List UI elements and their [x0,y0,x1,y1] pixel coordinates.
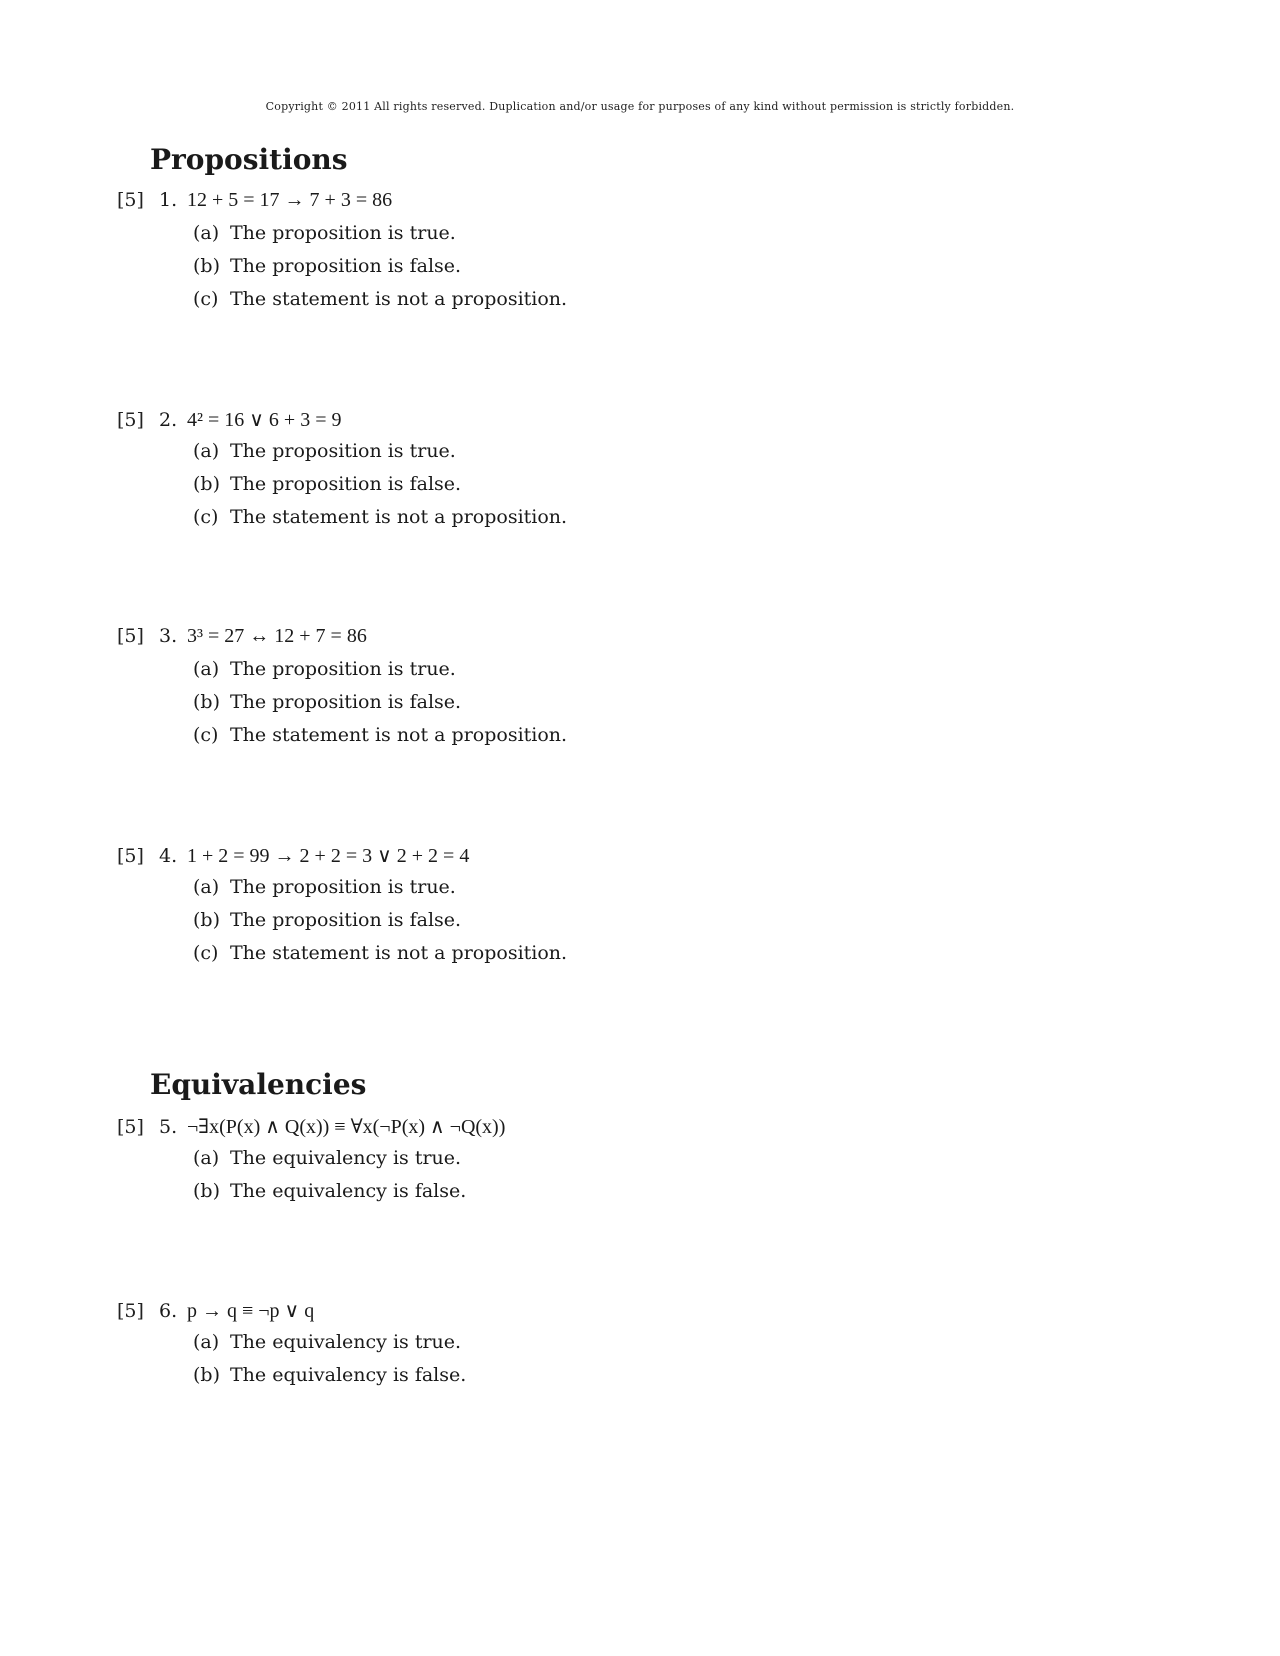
question-number: 6. [159,1300,178,1322]
option-c[interactable] [117,506,817,539]
option-letter: (a) [193,1147,220,1169]
question-line [117,189,817,222]
question-expression: p → q ≡ ¬p ∨ q [187,1300,315,1322]
option-text: The equivalency is true. [230,1331,462,1353]
option-text: The statement is not a proposition. [230,288,568,310]
option-text: The proposition is true. [230,658,456,680]
copyright-notice: Copyright © 2011 All rights reserved. Duplication and/or usage for purposes of any kind without permission is strictly forbidden. [265,100,1015,113]
option-letter: (c) [193,942,219,964]
option-a[interactable] [117,658,817,691]
points-label: [5] [117,1116,144,1138]
question-line [117,1114,817,1147]
question-line [117,1298,817,1331]
points-label: [5] [117,409,144,431]
option-c[interactable] [117,288,817,321]
question-6 [117,1298,817,1397]
option-a[interactable] [117,222,817,255]
option-b[interactable] [117,909,817,942]
option-text: The proposition is true. [230,876,456,898]
option-letter: (a) [193,222,220,244]
option-letter: (a) [193,658,220,680]
question-3 [117,625,817,757]
answer-options [117,222,817,321]
question-5 [117,1114,817,1213]
option-a[interactable] [117,1331,817,1364]
question-expression: 12 + 5 = 17 → 7 + 3 = 86 [187,189,393,211]
question-4 [117,843,817,975]
option-letter: (c) [193,288,219,310]
option-text: The statement is not a proposition. [230,506,568,528]
option-letter: (c) [193,724,219,746]
option-text: The statement is not a proposition. [230,724,568,746]
section-title-equivalencies: Equivalencies [150,1068,367,1101]
question-line [117,407,817,440]
answer-options [117,1147,817,1213]
option-text: The statement is not a proposition. [230,942,568,964]
option-text: The proposition is false. [230,909,462,931]
option-letter: (a) [193,440,220,462]
question-expression: ¬∃x(P(x) ∧ Q(x)) ≡ ∀x(¬P(x) ∧ ¬Q(x)) [187,1116,506,1138]
points-label: [5] [117,1300,144,1322]
question-number: 4. [159,845,178,867]
question-number: 1. [159,189,178,211]
option-letter: (b) [193,1364,220,1386]
section-title-propositions: Propositions [150,143,348,176]
option-b[interactable] [117,255,817,288]
option-letter: (b) [193,909,220,931]
points-label: [5] [117,625,144,647]
option-a[interactable] [117,1147,817,1180]
question-expression: 4² = 16 ∨ 6 + 3 = 9 [187,409,342,431]
answer-options [117,658,817,757]
question-1 [117,189,817,321]
option-c[interactable] [117,942,817,975]
question-number: 2. [159,409,178,431]
answer-options [117,1331,817,1397]
option-text: The proposition is false. [230,691,462,713]
option-letter: (b) [193,691,220,713]
points-label: [5] [117,845,144,867]
question-expression: 1 + 2 = 99 → 2 + 2 = 3 ∨ 2 + 2 = 4 [187,845,470,867]
option-text: The equivalency is false. [230,1180,467,1202]
option-c[interactable] [117,724,817,757]
option-letter: (b) [193,473,220,495]
option-b[interactable] [117,1180,817,1213]
option-b[interactable] [117,691,817,724]
option-text: The proposition is true. [230,440,456,462]
option-text: The equivalency is false. [230,1364,467,1386]
question-expression: 3³ = 27 ↔ 12 + 7 = 86 [187,625,367,647]
answer-options [117,440,817,539]
option-letter: (a) [193,1331,220,1353]
option-letter: (a) [193,876,220,898]
option-text: The proposition is false. [230,255,462,277]
question-number: 5. [159,1116,178,1138]
option-text: The proposition is false. [230,473,462,495]
option-letter: (b) [193,1180,220,1202]
points-label: [5] [117,189,144,211]
question-line [117,843,817,876]
question-line [117,625,817,658]
question-number: 3. [159,625,178,647]
option-a[interactable] [117,440,817,473]
option-letter: (b) [193,255,220,277]
answer-options [117,876,817,975]
option-text: The proposition is true. [230,222,456,244]
option-text: The equivalency is true. [230,1147,462,1169]
option-letter: (c) [193,506,219,528]
question-2 [117,407,817,539]
option-b[interactable] [117,473,817,506]
option-a[interactable] [117,876,817,909]
option-b[interactable] [117,1364,817,1397]
